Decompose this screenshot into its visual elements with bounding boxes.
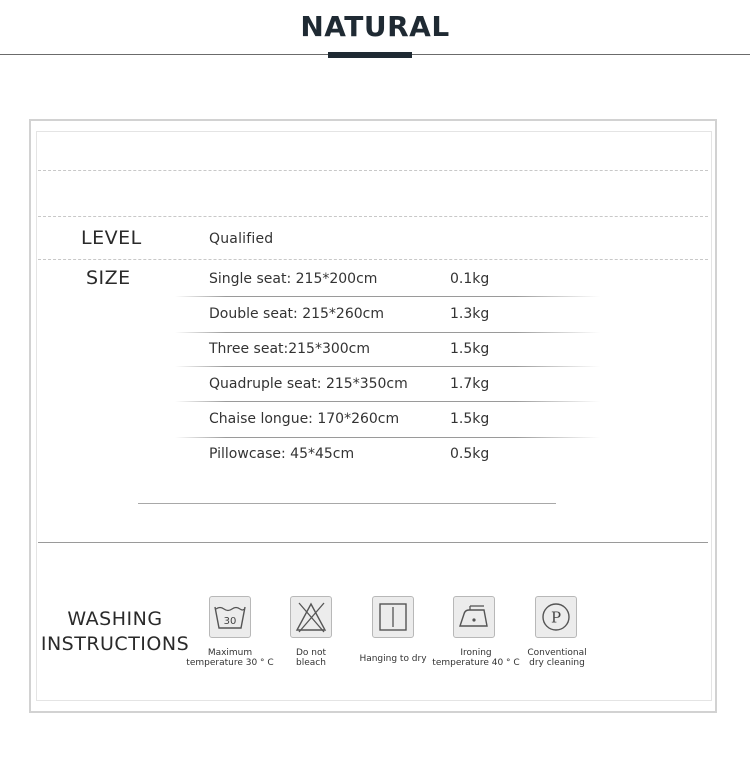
- washing-instructions-title: [38, 607, 192, 657]
- level-label: LEVEL: [81, 227, 142, 249]
- size-row-name: Single seat: 215*200cm: [209, 271, 378, 287]
- wash-30-icon: [209, 596, 251, 638]
- washing-title-line2: INSTRUCTIONS: [40, 633, 190, 655]
- bleach-caption: [276, 648, 346, 668]
- row-divider: [175, 437, 600, 438]
- dashed-divider: [38, 216, 708, 217]
- title-underline-bar: [328, 52, 412, 58]
- washing-title-line1: WASHING: [67, 608, 163, 630]
- row-divider: [175, 332, 600, 333]
- caption-line: temperature 40 ° C: [432, 658, 520, 668]
- caption-line: temperature 30 ° C: [186, 658, 274, 668]
- size-row-name: Three seat:215*300cm: [209, 341, 371, 357]
- caption-line: bleach: [296, 658, 326, 668]
- row-divider: [175, 296, 600, 297]
- size-row: [0, 376, 750, 411]
- size-row: [0, 271, 750, 306]
- size-table-bottom-line: [138, 503, 556, 504]
- size-row-name: Double seat: 215*260cm: [209, 306, 384, 322]
- wash-caption: [180, 648, 280, 668]
- dashed-divider: [38, 170, 708, 171]
- size-row: [0, 306, 750, 341]
- hang-dry-caption: [352, 654, 434, 664]
- row-divider: [175, 366, 600, 367]
- size-row: [0, 341, 750, 376]
- caption-line: Ironing: [460, 648, 492, 658]
- dry-clean-icon: [535, 596, 577, 638]
- caption-line: dry cleaning: [529, 658, 585, 668]
- size-row-name: Pillowcase: 45*45cm: [209, 446, 355, 462]
- dry-clean-letter: P: [550, 608, 562, 627]
- iron-caption: [428, 648, 524, 668]
- row-divider: [175, 401, 600, 402]
- size-row-weight: 0.5kg: [450, 446, 490, 462]
- size-row-weight: 1.7kg: [450, 376, 490, 392]
- dry-clean-caption: [518, 648, 596, 668]
- caption-line: Conventional: [527, 648, 587, 658]
- size-row: [0, 446, 750, 481]
- level-value: Qualified: [209, 231, 274, 247]
- wash-temp-label: 30: [223, 616, 237, 627]
- size-row-weight: 1.3kg: [450, 306, 490, 322]
- hang-dry-icon: [372, 596, 414, 638]
- dashed-divider: [38, 259, 708, 260]
- do-not-bleach-icon: [290, 596, 332, 638]
- size-row: [0, 411, 750, 446]
- size-row-weight: 1.5kg: [450, 341, 490, 357]
- size-row-weight: 1.5kg: [450, 411, 490, 427]
- size-row-name: Chaise longue: 170*260cm: [209, 411, 400, 427]
- size-row-name: Quadruple seat: 215*350cm: [209, 376, 408, 392]
- caption-line: Maximum: [207, 648, 253, 658]
- iron-icon: [453, 596, 495, 638]
- section-divider: [38, 542, 708, 543]
- page-title: NATURAL: [300, 10, 450, 43]
- size-row-weight: 0.1kg: [450, 271, 490, 287]
- caption-line: Do not: [295, 648, 327, 658]
- caption-line: Hanging to dry: [359, 654, 427, 664]
- size-label: SIZE: [86, 267, 131, 289]
